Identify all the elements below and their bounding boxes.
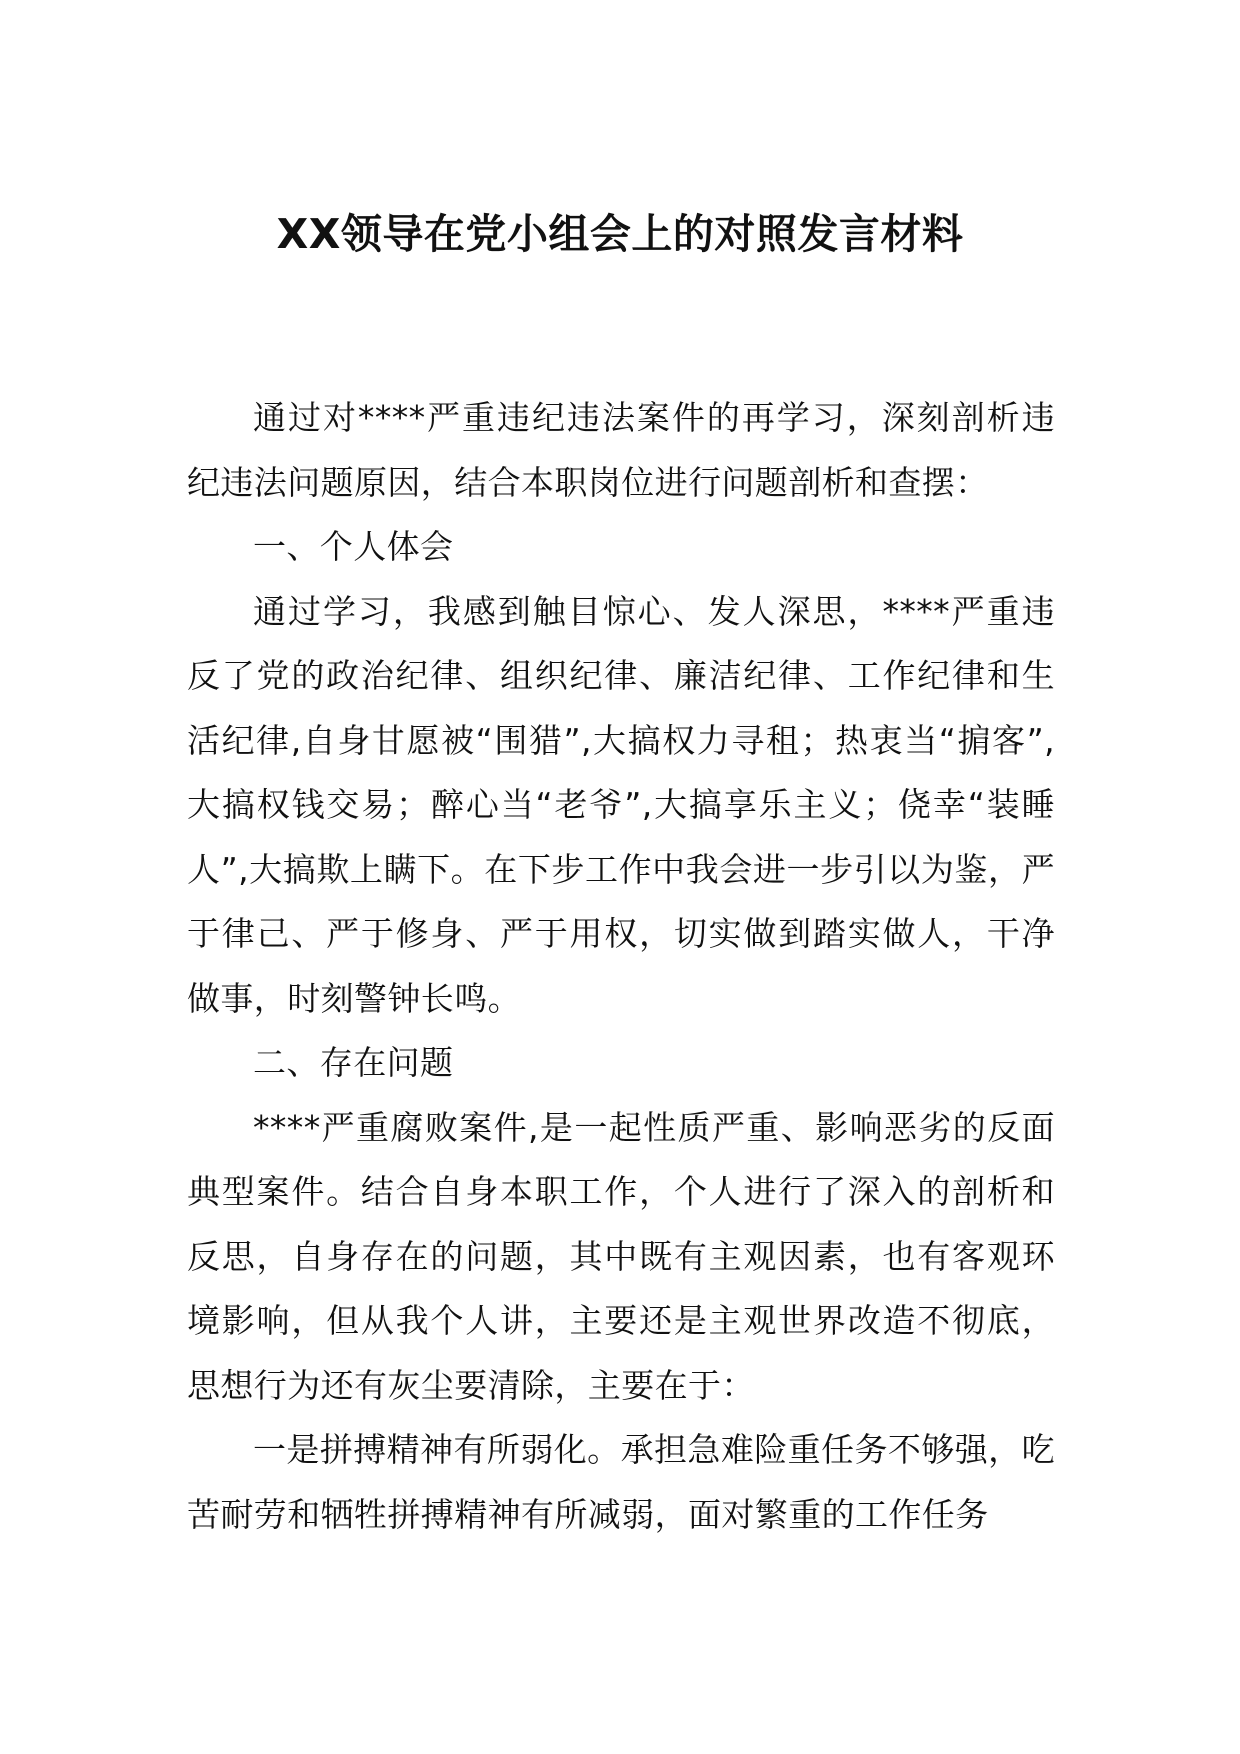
paragraph-problem-one: 一是拼搏精神有所弱化。承担急难险重任务不够强，吃苦耐劳和牺牲拼搏精神有所减弱，面对繁重的工作任务 bbox=[187, 1430, 1055, 1534]
section-heading-personal-experience: 一、个人体会 bbox=[253, 527, 454, 566]
section-heading-existing-problems: 二、存在问题 bbox=[253, 1043, 454, 1082]
paragraph-personal-experience: 通过学习，我感到触目惊心、发人深思，****严重违反了党的政治纪律、组织纪律、廉洁纪律、工作纪律和生活纪律,自身甘愿被“围猎”,大搞权力寻租；热衷当“掮客”,大搞权钱交易；醉心当“老爷”,大搞享乐主义；侥幸“装睡人”,大搞欺上瞒下。在下步工作中我会进一步引以为鉴，严于律己、严于修身、严于用权，切实做到踏实做人，干净做事，时刻警钟长鸣。 bbox=[187, 591, 1055, 1018]
paragraph-existing-problems: ****严重腐败案件,是一起性质严重、影响恶劣的反面典型案件。结合自身本职工作，个人进行了深入的剖析和反思，自身存在的问题，其中既有主观因素，也有客观环境影响，但从我个人讲，主要还是主观世界改造不彻底，思想行为还有灰尘要清除，主要在于： bbox=[187, 1107, 1055, 1405]
document-body bbox=[187, 386, 1055, 1547]
paragraph-intro: 通过对****严重违纪违法案件的再学习，深刻剖析违纪违法问题原因，结合本职岗位进行问题剖析和查摆： bbox=[187, 398, 1055, 502]
document-title: XX领导在党小组会上的对照发言材料 bbox=[276, 210, 964, 258]
